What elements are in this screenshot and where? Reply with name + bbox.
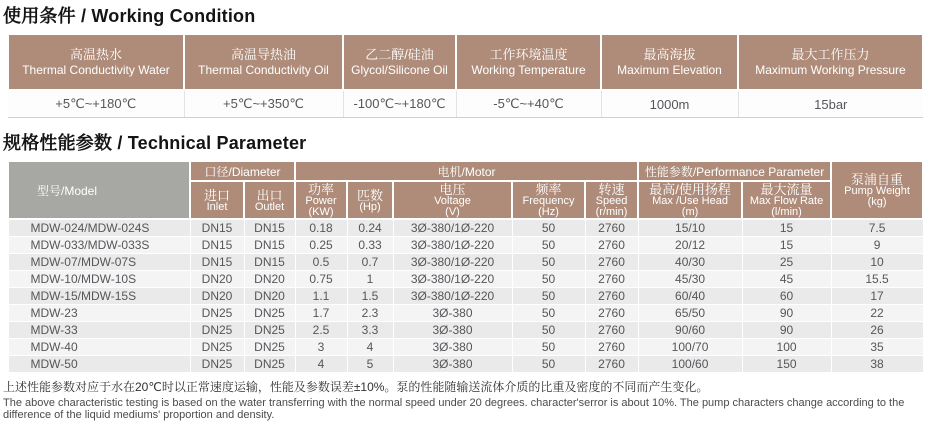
value-cell: DN20	[244, 288, 295, 305]
value-cell: 50	[512, 288, 585, 305]
value-cell: 17	[831, 288, 923, 305]
wc-value-cell: 1000m	[601, 90, 738, 118]
value-cell: DN15	[190, 219, 244, 237]
value-cell: DN20	[244, 271, 295, 288]
value-cell: 38	[831, 356, 923, 373]
frequency-unit: (Hz)	[538, 206, 559, 218]
model-cell: MDW-033/MDW-033S	[8, 237, 190, 254]
power-column-header	[295, 181, 347, 219]
value-cell: 90	[742, 322, 831, 339]
value-cell: 26	[831, 322, 923, 339]
footnote-en-line1: The above characteristic testing is based on the water transferring with the normal speed under 20 degrees. character'serror is about 10%. The pump characters change according to the	[3, 397, 905, 409]
value-cell: 7.5	[831, 219, 923, 237]
wc-value-cell: +5℃~+350℃	[184, 90, 343, 118]
head-unit: (m)	[681, 206, 699, 218]
value-cell: DN25	[190, 305, 244, 322]
value-cell: 0.5	[295, 254, 347, 271]
value-cell: 0.33	[347, 237, 393, 254]
model-cell: MDW-024/MDW-024S	[8, 219, 190, 237]
model-cell: MDW-23	[8, 305, 190, 322]
power-unit: (KW)	[308, 206, 334, 218]
value-cell: DN25	[190, 356, 244, 373]
value-cell: 1.1	[295, 288, 347, 305]
hp-column-header	[347, 181, 393, 219]
wc-header-zh: 高温导热油	[230, 47, 296, 62]
wc-column-header	[8, 34, 184, 90]
value-cell: 3Ø-380/1Ø-220	[393, 219, 512, 237]
value-cell: 3	[295, 339, 347, 356]
frequency-label-en: Frequency	[522, 195, 575, 207]
wc-column-header	[738, 34, 923, 90]
value-cell: 50	[512, 322, 585, 339]
model-cell: MDW-15/MDW-15S	[8, 288, 190, 305]
value-cell: 0.75	[295, 271, 347, 288]
footnotes	[3, 378, 923, 421]
value-cell: 9	[831, 237, 923, 254]
value-cell: DN15	[244, 237, 295, 254]
wc-header-en: Maximum Working Pressure	[755, 63, 906, 77]
value-cell: DN15	[244, 219, 295, 237]
speed-unit: (r/min)	[595, 206, 628, 218]
value-cell: 3Ø-380/1Ø-220	[393, 237, 512, 254]
hp-label-zh: 匹数	[357, 187, 384, 203]
flow-label-en: Max Flow Rate	[749, 195, 824, 207]
power-label-en: Power	[305, 195, 337, 207]
value-cell: 22	[831, 305, 923, 322]
value-cell: 50	[512, 271, 585, 288]
value-cell: 0.7	[347, 254, 393, 271]
value-cell: 3Ø-380/1Ø-220	[393, 288, 512, 305]
value-cell: DN25	[244, 356, 295, 373]
tp-group-header-row	[8, 161, 923, 181]
value-cell: 15/10	[638, 219, 742, 237]
outlet-label-zh: 出口	[256, 187, 283, 203]
pump-weight-column-header	[831, 161, 923, 219]
wc-header-en: Maximum Elevation	[617, 63, 722, 77]
value-cell: 150	[742, 356, 831, 373]
spec-row	[8, 356, 923, 373]
spec-row	[8, 254, 923, 271]
flow-label-zh: 最大流量	[760, 182, 813, 197]
value-cell: 1	[347, 271, 393, 288]
value-cell: 40/30	[638, 254, 742, 271]
wc-header-zh: 乙二醇/硅油	[365, 47, 434, 62]
head-label-zh: 最高/使用扬程	[649, 182, 731, 197]
spec-row	[8, 339, 923, 356]
value-cell: 100	[742, 339, 831, 356]
wc-column-header	[184, 34, 343, 90]
wc-column-header	[601, 34, 738, 90]
value-cell: DN25	[244, 305, 295, 322]
voltage-label-en: Voltage	[434, 195, 471, 207]
value-cell: 50	[512, 356, 585, 373]
value-cell: DN25	[244, 339, 295, 356]
working-condition-title: 使用条件 / Working Condition	[3, 6, 256, 26]
value-cell: 35	[831, 339, 923, 356]
value-cell: 2760	[585, 305, 638, 322]
value-cell: 45/30	[638, 271, 742, 288]
wc-header-row	[8, 34, 923, 90]
outlet-column-header	[244, 181, 295, 219]
pump-weight-unit: (kg)	[867, 196, 887, 208]
head-column-header	[638, 181, 742, 219]
footnote-en-line2: difference of the liquid mediums' proportion and density.	[3, 409, 275, 421]
voltage-label-zh: 电压	[439, 182, 466, 197]
hp-unit: (Hp)	[359, 200, 381, 213]
wc-header-en: Thermal Conductivity Oil	[198, 63, 329, 77]
value-cell: 3Ø-380	[393, 356, 512, 373]
wc-value-cell: -5℃~+40℃	[456, 90, 601, 118]
inlet-label-zh: 进口	[203, 187, 230, 203]
value-cell: DN15	[244, 254, 295, 271]
value-cell: 20/12	[638, 237, 742, 254]
value-cell: DN20	[190, 288, 244, 305]
value-cell: 50	[512, 339, 585, 356]
pump-weight-label-zh: 泵浦自重	[851, 172, 904, 187]
spec-row	[8, 237, 923, 254]
wc-column-header	[343, 34, 456, 90]
inlet-column-header	[190, 181, 244, 219]
outlet-label-en: Outlet	[254, 200, 285, 213]
value-cell: 15	[742, 237, 831, 254]
speed-label-zh: 转速	[598, 182, 625, 197]
value-cell: 4	[295, 356, 347, 373]
wc-header-zh: 最大工作压力	[791, 47, 870, 62]
voltage-unit: (V)	[445, 206, 460, 218]
footnote-zh: 上述性能参数对应于水在20℃时以正常速度运输，性能及参数误差±10%。泵的性能随输送流体介质的比重及密度的不同而产生变化。	[3, 380, 709, 394]
model-cell: MDW-07/MDW-07S	[8, 254, 190, 271]
spec-row	[8, 322, 923, 339]
diameter-group-header: 口径/Diameter	[190, 161, 295, 181]
value-cell: 2760	[585, 237, 638, 254]
power-label-zh: 功率	[308, 182, 335, 197]
wc-header-en: Thermal Conductivity Water	[22, 63, 170, 77]
motor-group-header: 电机/Motor	[295, 161, 638, 181]
value-cell: 2760	[585, 219, 638, 237]
value-cell: 25	[742, 254, 831, 271]
flow-unit: (l/min)	[771, 206, 802, 218]
model-cell: MDW-33	[8, 322, 190, 339]
wc-value-cell: +5℃~+180℃	[8, 90, 184, 118]
value-cell: 45	[742, 271, 831, 288]
value-cell: 50	[512, 305, 585, 322]
value-cell: 2760	[585, 254, 638, 271]
value-cell: 2.3	[347, 305, 393, 322]
value-cell: DN25	[244, 322, 295, 339]
inlet-label-en: Inlet	[206, 200, 228, 213]
value-cell: 50	[512, 254, 585, 271]
value-cell: DN15	[190, 254, 244, 271]
value-cell: 2760	[585, 322, 638, 339]
value-cell: 0.18	[295, 219, 347, 237]
value-cell: 15.5	[831, 271, 923, 288]
value-cell: 15	[742, 219, 831, 237]
value-cell: 2760	[585, 356, 638, 373]
frequency-column-header	[512, 181, 585, 219]
value-cell: 2760	[585, 271, 638, 288]
value-cell: 2760	[585, 288, 638, 305]
technical-parameter-table	[7, 160, 924, 373]
wc-header-zh: 工作环境温度	[489, 47, 568, 62]
value-cell: 90	[742, 305, 831, 322]
value-cell: 60	[742, 288, 831, 305]
pump-weight-label-en: Pump Weight	[844, 185, 910, 197]
wc-value-cell: 15bar	[738, 90, 923, 118]
working-condition-table	[7, 33, 924, 118]
wc-header-zh: 高温热水	[69, 47, 122, 62]
value-cell: 0.25	[295, 237, 347, 254]
flow-column-header	[742, 181, 831, 219]
value-cell: 0.24	[347, 219, 393, 237]
value-cell: 2.5	[295, 322, 347, 339]
value-cell: DN15	[190, 237, 244, 254]
wc-value-row	[8, 90, 923, 118]
value-cell: DN25	[190, 339, 244, 356]
value-cell: 50	[512, 219, 585, 237]
value-cell: 65/50	[638, 305, 742, 322]
technical-parameter-title: 规格性能参数 / Technical Parameter	[3, 133, 307, 153]
wc-header-en: Glycol/Silicone Oil	[351, 63, 448, 77]
model-cell: MDW-50	[8, 356, 190, 373]
value-cell: 3Ø-380	[393, 322, 512, 339]
speed-label-en: Speed	[595, 195, 628, 207]
value-cell: 5	[347, 356, 393, 373]
value-cell: 60/40	[638, 288, 742, 305]
head-label-en: Max /Use Head	[652, 195, 728, 207]
value-cell: 50	[512, 237, 585, 254]
value-cell: 2760	[585, 339, 638, 356]
value-cell: 3.3	[347, 322, 393, 339]
wc-header-en: Working Temperature	[471, 63, 586, 77]
wc-value-cell: -100℃~+180℃	[343, 90, 456, 118]
performance-group-header: 性能参数/Performance Parameter	[638, 161, 831, 181]
value-cell: 100/60	[638, 356, 742, 373]
value-cell: 100/70	[638, 339, 742, 356]
speed-column-header	[585, 181, 638, 219]
value-cell: DN25	[190, 322, 244, 339]
wc-column-header	[456, 34, 601, 90]
value-cell: 3Ø-380/1Ø-220	[393, 271, 512, 288]
value-cell: 10	[831, 254, 923, 271]
spec-row	[8, 288, 923, 305]
spec-row	[8, 305, 923, 322]
model-column-header: 型号/Model	[8, 161, 190, 219]
spec-row	[8, 219, 923, 237]
value-cell: DN20	[190, 271, 244, 288]
value-cell: 90/60	[638, 322, 742, 339]
voltage-column-header	[393, 181, 512, 219]
value-cell: 1.7	[295, 305, 347, 322]
value-cell: 3Ø-380	[393, 339, 512, 356]
spec-row	[8, 271, 923, 288]
value-cell: 3Ø-380	[393, 305, 512, 322]
value-cell: 1.5	[347, 288, 393, 305]
value-cell: 3Ø-380/1Ø-220	[393, 254, 512, 271]
wc-header-zh: 最高海拔	[643, 47, 696, 62]
value-cell: 4	[347, 339, 393, 356]
model-cell: MDW-40	[8, 339, 190, 356]
model-cell: MDW-10/MDW-10S	[8, 271, 190, 288]
frequency-label-zh: 频率	[535, 182, 562, 197]
